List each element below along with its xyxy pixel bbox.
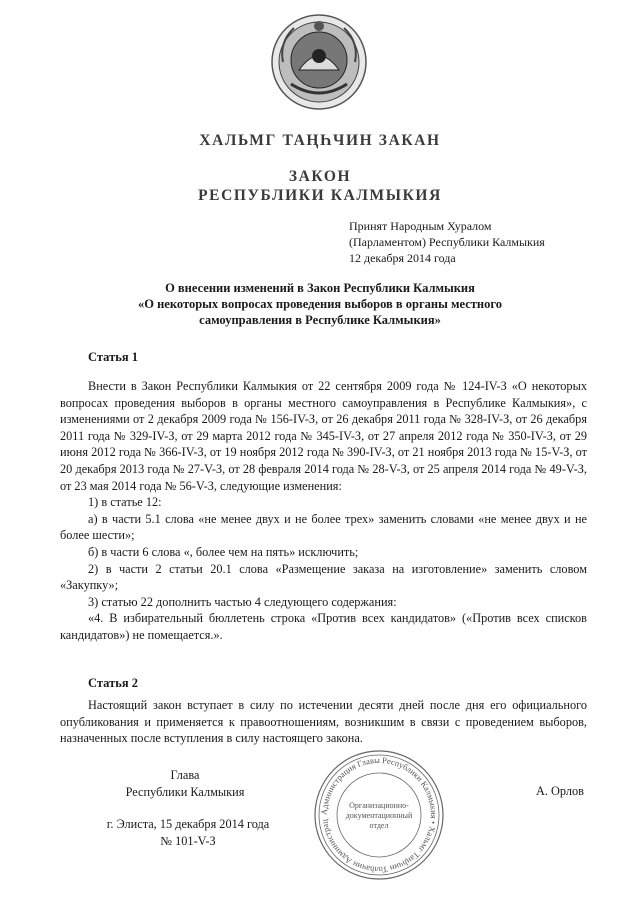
law-title	[60, 280, 580, 328]
article-1-body	[60, 378, 587, 644]
official-stamp	[312, 748, 446, 882]
article-1-heading: Статья 1	[88, 350, 138, 364]
adoption-note	[349, 218, 545, 266]
article-2-text: Настоящий закон вступает в силу по истечении десяти дней после дня его официального опубликования и применяется к правоотношениям, возникшим в связи с проведением выборов, назначенных после вступления в силу настоящего закона.	[60, 698, 587, 746]
article-1-item-1a: а) в части 5.1 слова «не менее двух и не более трех» заменить словами «не менее двух и не более шести»;	[60, 511, 587, 543]
position-line-2: Республики Калмыкия	[125, 784, 245, 799]
place-and-date	[88, 816, 288, 849]
law-title-line-2: «О некоторых вопросах проведения выборов в органы местного	[138, 297, 502, 311]
article-1-item-1: 1) в статье 12:	[88, 495, 162, 510]
adoption-line-3: 12 декабря 2014 года	[349, 251, 456, 265]
article-2-body	[60, 697, 587, 747]
coat-of-arms-emblem	[269, 12, 369, 112]
stamp-inner-line-1: Организационно-	[349, 801, 409, 810]
kalmyk-title: ХАЛЬМГ ТАҢҺЧИН ЗАКАН	[199, 132, 441, 149]
adoption-line-1: Принят Народным Хуралом	[349, 219, 492, 233]
law-label: ЗАКОН	[288, 168, 352, 185]
law-title-line-3: самоуправления в Республике Калмыкия»	[199, 313, 441, 327]
article-1-item-1b: б) в части 6 слова «, более чем на пять» исключить;	[88, 544, 359, 559]
republic-label: РЕСПУБЛИКИ КАЛМЫКИЯ	[198, 187, 442, 204]
article-2-heading: Статья 2	[88, 676, 138, 690]
article-1-intro: Внести в Закон Республики Калмыкия от 22 сентября 2009 года № 124-IV-З «О некоторых вопросах проведения выборов в органы местного самоуправления в Республике Калмыкия», с изменениями от 2 декабря 2009 года № 156-IV-З, от 26 декабря 2011 года № 328-IV-З, от 26 декабря 2011 года № 329-IV-З, от 29 марта 2012 года № 345-IV-З, от 27 апреля 2012 года № 350-IV-З, от 29 июня 2012 года № 366-IV-З, от 19 ноября 2012 года № 390-IV-З, от 21 ноября 2013 года № 15-V-З, от 20 декабря 2013 года № 27-V-З, от 28 февраля 2014 года № 28-V-З, от 25 апреля 2014 года № 49-V-З, от 23 мая 2014 года № 56-V-З, следующие изменения:	[60, 379, 587, 493]
article-1-item-3: 3) статью 22 дополнить частью 4 следующего содержания:	[88, 594, 397, 609]
law-number: № 101-V-З	[160, 833, 216, 848]
signatory-name: А. Орлов	[536, 784, 584, 798]
article-1-item-3-text: «4. В избирательный бюллетень строка «Против всех кандидатов» («Против всех списков кандидатов») не помещается.».	[60, 611, 587, 642]
adoption-line-2: (Парламентом) Республики Калмыкия	[349, 235, 545, 249]
stamp-inner-line-3: отдел	[369, 821, 389, 830]
signatory-position	[110, 767, 260, 800]
article-1-item-2: 2) в части 2 статьи 20.1 слова «Размещение заказа на изготовление» заменить словом «Закупку»;	[60, 561, 587, 593]
stamp-inner-line-2: документационный	[345, 811, 413, 820]
stamp-ring-text: Администрация Главы Республики Калмыкия • Хальмг Таңһчин Толһачин Администрац	[318, 754, 440, 876]
position-line-1: Глава	[170, 768, 200, 782]
place-date-line: г. Элиста, 15 декабря 2014 года	[106, 817, 270, 831]
law-title-line-1: О внесении изменений в Закон Республики Калмыкия	[165, 281, 475, 295]
